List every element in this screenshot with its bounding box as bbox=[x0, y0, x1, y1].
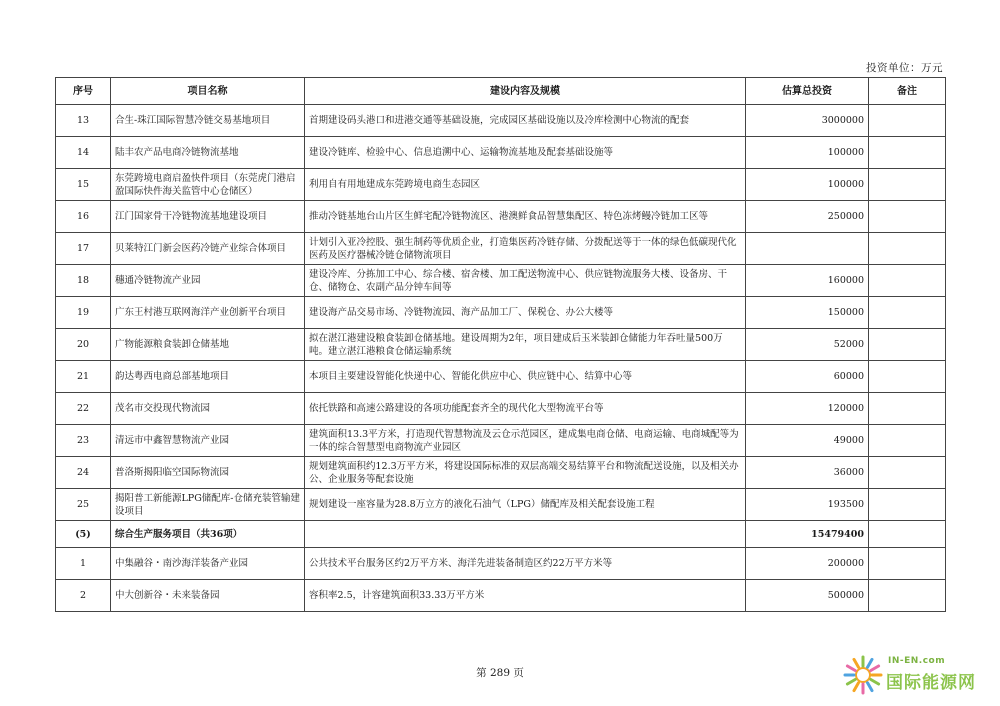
cell-content: 本项目主要建设智能化快递中心、智能化供应中心、供应链中心、结算中心等 bbox=[305, 361, 746, 393]
cell-no: 20 bbox=[56, 329, 111, 361]
table-row bbox=[56, 548, 946, 580]
cell-name: 韵达粤西电商总部基地项目 bbox=[111, 361, 305, 393]
cell-remark bbox=[869, 457, 946, 489]
cell-content: 规划建设一座容量为28.8万立方的液化石油气（LPG）储配库及相关配套设施工程 bbox=[305, 489, 746, 521]
cell-content: 公共技术平台服务区约2万平方米、海洋先进装备制造区约22万平方米等 bbox=[305, 548, 746, 580]
header-investment: 估算总投资 bbox=[746, 78, 869, 105]
cell-investment: 160000 bbox=[746, 265, 869, 297]
cell-no: 18 bbox=[56, 265, 111, 297]
section-row bbox=[56, 521, 946, 548]
cell-content: 首期建设码头港口和进港交通等基础设施，完成园区基础设施以及冷库检测中心物流的配套 bbox=[305, 105, 746, 137]
cell-no: 13 bbox=[56, 105, 111, 137]
cell-name: 穗通冷链物流产业园 bbox=[111, 265, 305, 297]
table-row bbox=[56, 425, 946, 457]
cell-content: 拟在湛江港建设粮食装卸仓储基地。建设周期为2年，项目建成后玉米装卸仓储能力年吞吐量500万吨。建立湛江港粮食仓储运输系统 bbox=[305, 329, 746, 361]
investment-unit-note: 投资单位：万元 bbox=[866, 62, 943, 74]
cell-name: 江门国家骨干冷链物流基地建设项目 bbox=[111, 201, 305, 233]
logo-petal bbox=[868, 659, 873, 667]
logo-petal bbox=[847, 666, 855, 671]
table-header-row bbox=[56, 78, 946, 105]
cell-name: 贝莱特江门新会医药冷链产业综合体项目 bbox=[111, 233, 305, 265]
cell-name: 东莞跨境电商启盈快件项目（东莞虎门港启盈国际快件海关监管中心仓储区） bbox=[111, 169, 305, 201]
cell-content bbox=[305, 521, 746, 548]
cell-no: 22 bbox=[56, 393, 111, 425]
cell-no: 23 bbox=[56, 425, 111, 457]
cell-name: 茂名市交投现代物流园 bbox=[111, 393, 305, 425]
cell-no: 14 bbox=[56, 137, 111, 169]
cell-content: 规划建筑面积约12.3万平方米，将建设国际标准的双层高端交易结算平台和物流配送设施，以及相关办公、企业服务等配套设施 bbox=[305, 457, 746, 489]
cell-investment: 500000 bbox=[746, 580, 869, 612]
cell-name: 揭阳普工新能源LPG储配库-仓储充装管输建设项目 bbox=[111, 489, 305, 521]
cell-investment: 250000 bbox=[746, 201, 869, 233]
cell-investment: 100000 bbox=[746, 169, 869, 201]
cell-name: 普洛斯揭阳临空国际物流园 bbox=[111, 457, 305, 489]
cell-remark bbox=[869, 169, 946, 201]
table-row bbox=[56, 393, 946, 425]
cell-name: 清远市中鑫智慧物流产业园 bbox=[111, 425, 305, 457]
cell-remark bbox=[869, 393, 946, 425]
header-no: 序号 bbox=[56, 78, 111, 105]
cell-content: 建设海产品交易市场、冷链物流园、海产品加工厂、保税仓、办公大楼等 bbox=[305, 297, 746, 329]
cell-name: 广东王村港互联网海洋产业创新平台项目 bbox=[111, 297, 305, 329]
cell-investment: 100000 bbox=[746, 137, 869, 169]
page-number: 第 289 页 bbox=[476, 667, 524, 679]
cell-remark bbox=[869, 580, 946, 612]
cell-investment: 150000 bbox=[746, 297, 869, 329]
cell-remark bbox=[869, 329, 946, 361]
cell-name: 中集融谷・南沙海洋装备产业园 bbox=[111, 548, 305, 580]
cell-no: 16 bbox=[56, 201, 111, 233]
cell-investment: 49000 bbox=[746, 425, 869, 457]
watermark bbox=[842, 652, 992, 698]
table-row bbox=[56, 233, 946, 265]
cell-content: 依托铁路和高速公路建设的各项功能配套齐全的现代化大型物流平台等 bbox=[305, 393, 746, 425]
cell-remark bbox=[869, 361, 946, 393]
cell-no: 15 bbox=[56, 169, 111, 201]
cell-investment bbox=[746, 233, 869, 265]
cell-content: 容积率2.5，计容建筑面积33.33万平方米 bbox=[305, 580, 746, 612]
cell-name: 广物能源粮食装卸仓储基地 bbox=[111, 329, 305, 361]
table-row bbox=[56, 297, 946, 329]
table-row bbox=[56, 329, 946, 361]
cell-no: 17 bbox=[56, 233, 111, 265]
cell-name: 综合生产服务项目（共36项） bbox=[111, 521, 305, 548]
cell-content: 推动冷链基地台山片区生鲜宅配冷链物流区、港澳鲜食品智慧集配区、特色冻烤鳗冷链加工区等 bbox=[305, 201, 746, 233]
table-row bbox=[56, 361, 946, 393]
cell-name: 中大创新谷・未来装备园 bbox=[111, 580, 305, 612]
watermark-url: IN-EN.com bbox=[888, 656, 946, 666]
logo-petal bbox=[854, 659, 859, 667]
cell-remark bbox=[869, 137, 946, 169]
cell-content: 利用自有用地建成东莞跨境电商生态园区 bbox=[305, 169, 746, 201]
logo-petal bbox=[868, 683, 873, 691]
cell-remark bbox=[869, 105, 946, 137]
project-table bbox=[55, 77, 946, 612]
cell-remark bbox=[869, 297, 946, 329]
cell-content: 建筑面积13.3平方米，打造现代智慧物流及云仓示范园区，建成集电商仓储、电商运输、电商城配等为一体的综合智慧型电商物流产业园区 bbox=[305, 425, 746, 457]
table-row bbox=[56, 169, 946, 201]
cell-remark bbox=[869, 201, 946, 233]
watermark-brand: 国际能源网 bbox=[886, 673, 976, 693]
cell-remark bbox=[869, 521, 946, 548]
table-row bbox=[56, 489, 946, 521]
cell-investment: 200000 bbox=[746, 548, 869, 580]
cell-investment: 193500 bbox=[746, 489, 869, 521]
cell-investment: 15479400 bbox=[746, 521, 869, 548]
cell-no: 1 bbox=[56, 548, 111, 580]
cell-name: 合生-珠江国际智慧冷链交易基地项目 bbox=[111, 105, 305, 137]
cell-remark bbox=[869, 489, 946, 521]
sun-flower-logo-icon bbox=[842, 654, 884, 696]
cell-remark bbox=[869, 425, 946, 457]
cell-no: 25 bbox=[56, 489, 111, 521]
logo-petal bbox=[871, 680, 879, 685]
cell-content: 建设冷链库、检验中心、信息追溯中心、运输物流基地及配套基础设施等 bbox=[305, 137, 746, 169]
cell-investment: 120000 bbox=[746, 393, 869, 425]
cell-investment: 60000 bbox=[746, 361, 869, 393]
cell-content: 建设冷库、分拣加工中心、综合楼、宿舍楼、加工配送物流中心、供应链物流服务大楼、设备房、干仓、储物仓、农副产品分钟车间等 bbox=[305, 265, 746, 297]
table-row bbox=[56, 137, 946, 169]
table-row bbox=[56, 201, 946, 233]
cell-no: 2 bbox=[56, 580, 111, 612]
logo-petal bbox=[847, 680, 855, 685]
cell-content: 计划引入亚冷控股、强生制药等优质企业，打造集医药冷链存储、分拨配送等于一体的绿色低碳现代化医药及医疗器械冷链仓储物流项目 bbox=[305, 233, 746, 265]
cell-no: (5) bbox=[56, 521, 111, 548]
cell-name: 陆丰农产品电商冷链物流基地 bbox=[111, 137, 305, 169]
cell-no: 19 bbox=[56, 297, 111, 329]
header-remark: 备注 bbox=[869, 78, 946, 105]
cell-remark bbox=[869, 265, 946, 297]
cell-investment: 52000 bbox=[746, 329, 869, 361]
cell-investment: 36000 bbox=[746, 457, 869, 489]
cell-investment: 3000000 bbox=[746, 105, 869, 137]
header-name: 项目名称 bbox=[111, 78, 305, 105]
table-row bbox=[56, 457, 946, 489]
cell-no: 21 bbox=[56, 361, 111, 393]
cell-no: 24 bbox=[56, 457, 111, 489]
logo-petal bbox=[871, 666, 879, 671]
table-row bbox=[56, 580, 946, 612]
cell-remark bbox=[869, 548, 946, 580]
table-body bbox=[56, 105, 946, 612]
table-row bbox=[56, 105, 946, 137]
cell-remark bbox=[869, 233, 946, 265]
header-content: 建设内容及规模 bbox=[305, 78, 746, 105]
table-row bbox=[56, 265, 946, 297]
logo-petal bbox=[854, 683, 859, 691]
